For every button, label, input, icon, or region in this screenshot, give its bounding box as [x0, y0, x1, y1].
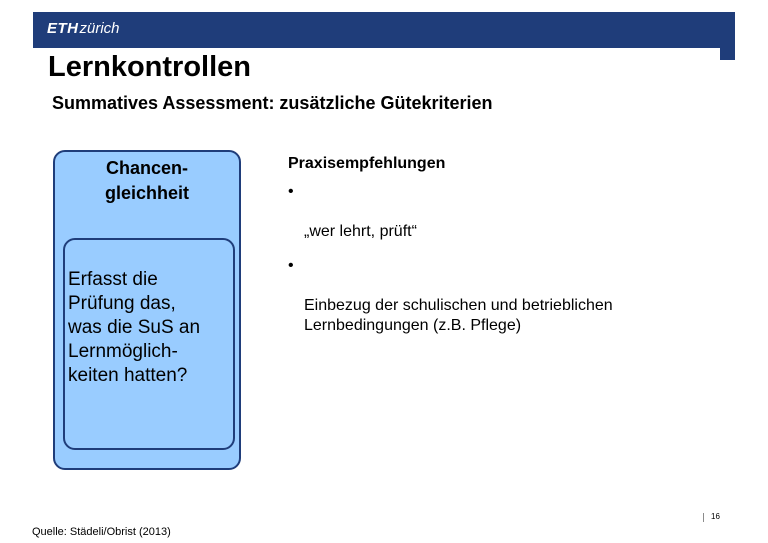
slide-title: Lernkontrollen [48, 51, 252, 83]
source-note: Quelle: Städeli/Obrist (2013) [32, 526, 171, 538]
header-bar [33, 12, 735, 48]
list-item-text: Einbezug der schulischen und betrieblichen Lernbedingungen (z.B. Pflege) [304, 297, 613, 334]
criterion-question-box [63, 238, 235, 450]
list-item [288, 256, 718, 336]
logo-zurich-text: zürich [79, 20, 120, 37]
page-marker [703, 513, 704, 522]
slide-subtitle: Summatives Assessment: zusätzliche Gütekriterien [52, 93, 493, 113]
bullet-icon: • [288, 257, 294, 274]
bullet-icon: • [288, 183, 294, 200]
list-item [288, 182, 718, 242]
practice-list [288, 182, 718, 336]
eth-logo [47, 19, 120, 39]
page-number: 16 [711, 512, 720, 521]
criterion-title: Chancen- gleichheit [104, 158, 189, 203]
practice-heading: Praxisempfehlungen [288, 155, 446, 172]
criterion-question: Erfasst die Prüfung das, was die SuS an Lernmöglich- keiten hatten? [68, 269, 201, 386]
practice-recommendations [288, 154, 718, 350]
criterion-box [53, 150, 241, 470]
list-item-text: „wer lehrt, prüft“ [304, 223, 417, 240]
logo-eth-text: ETH [47, 20, 79, 37]
header-tab [720, 48, 735, 60]
